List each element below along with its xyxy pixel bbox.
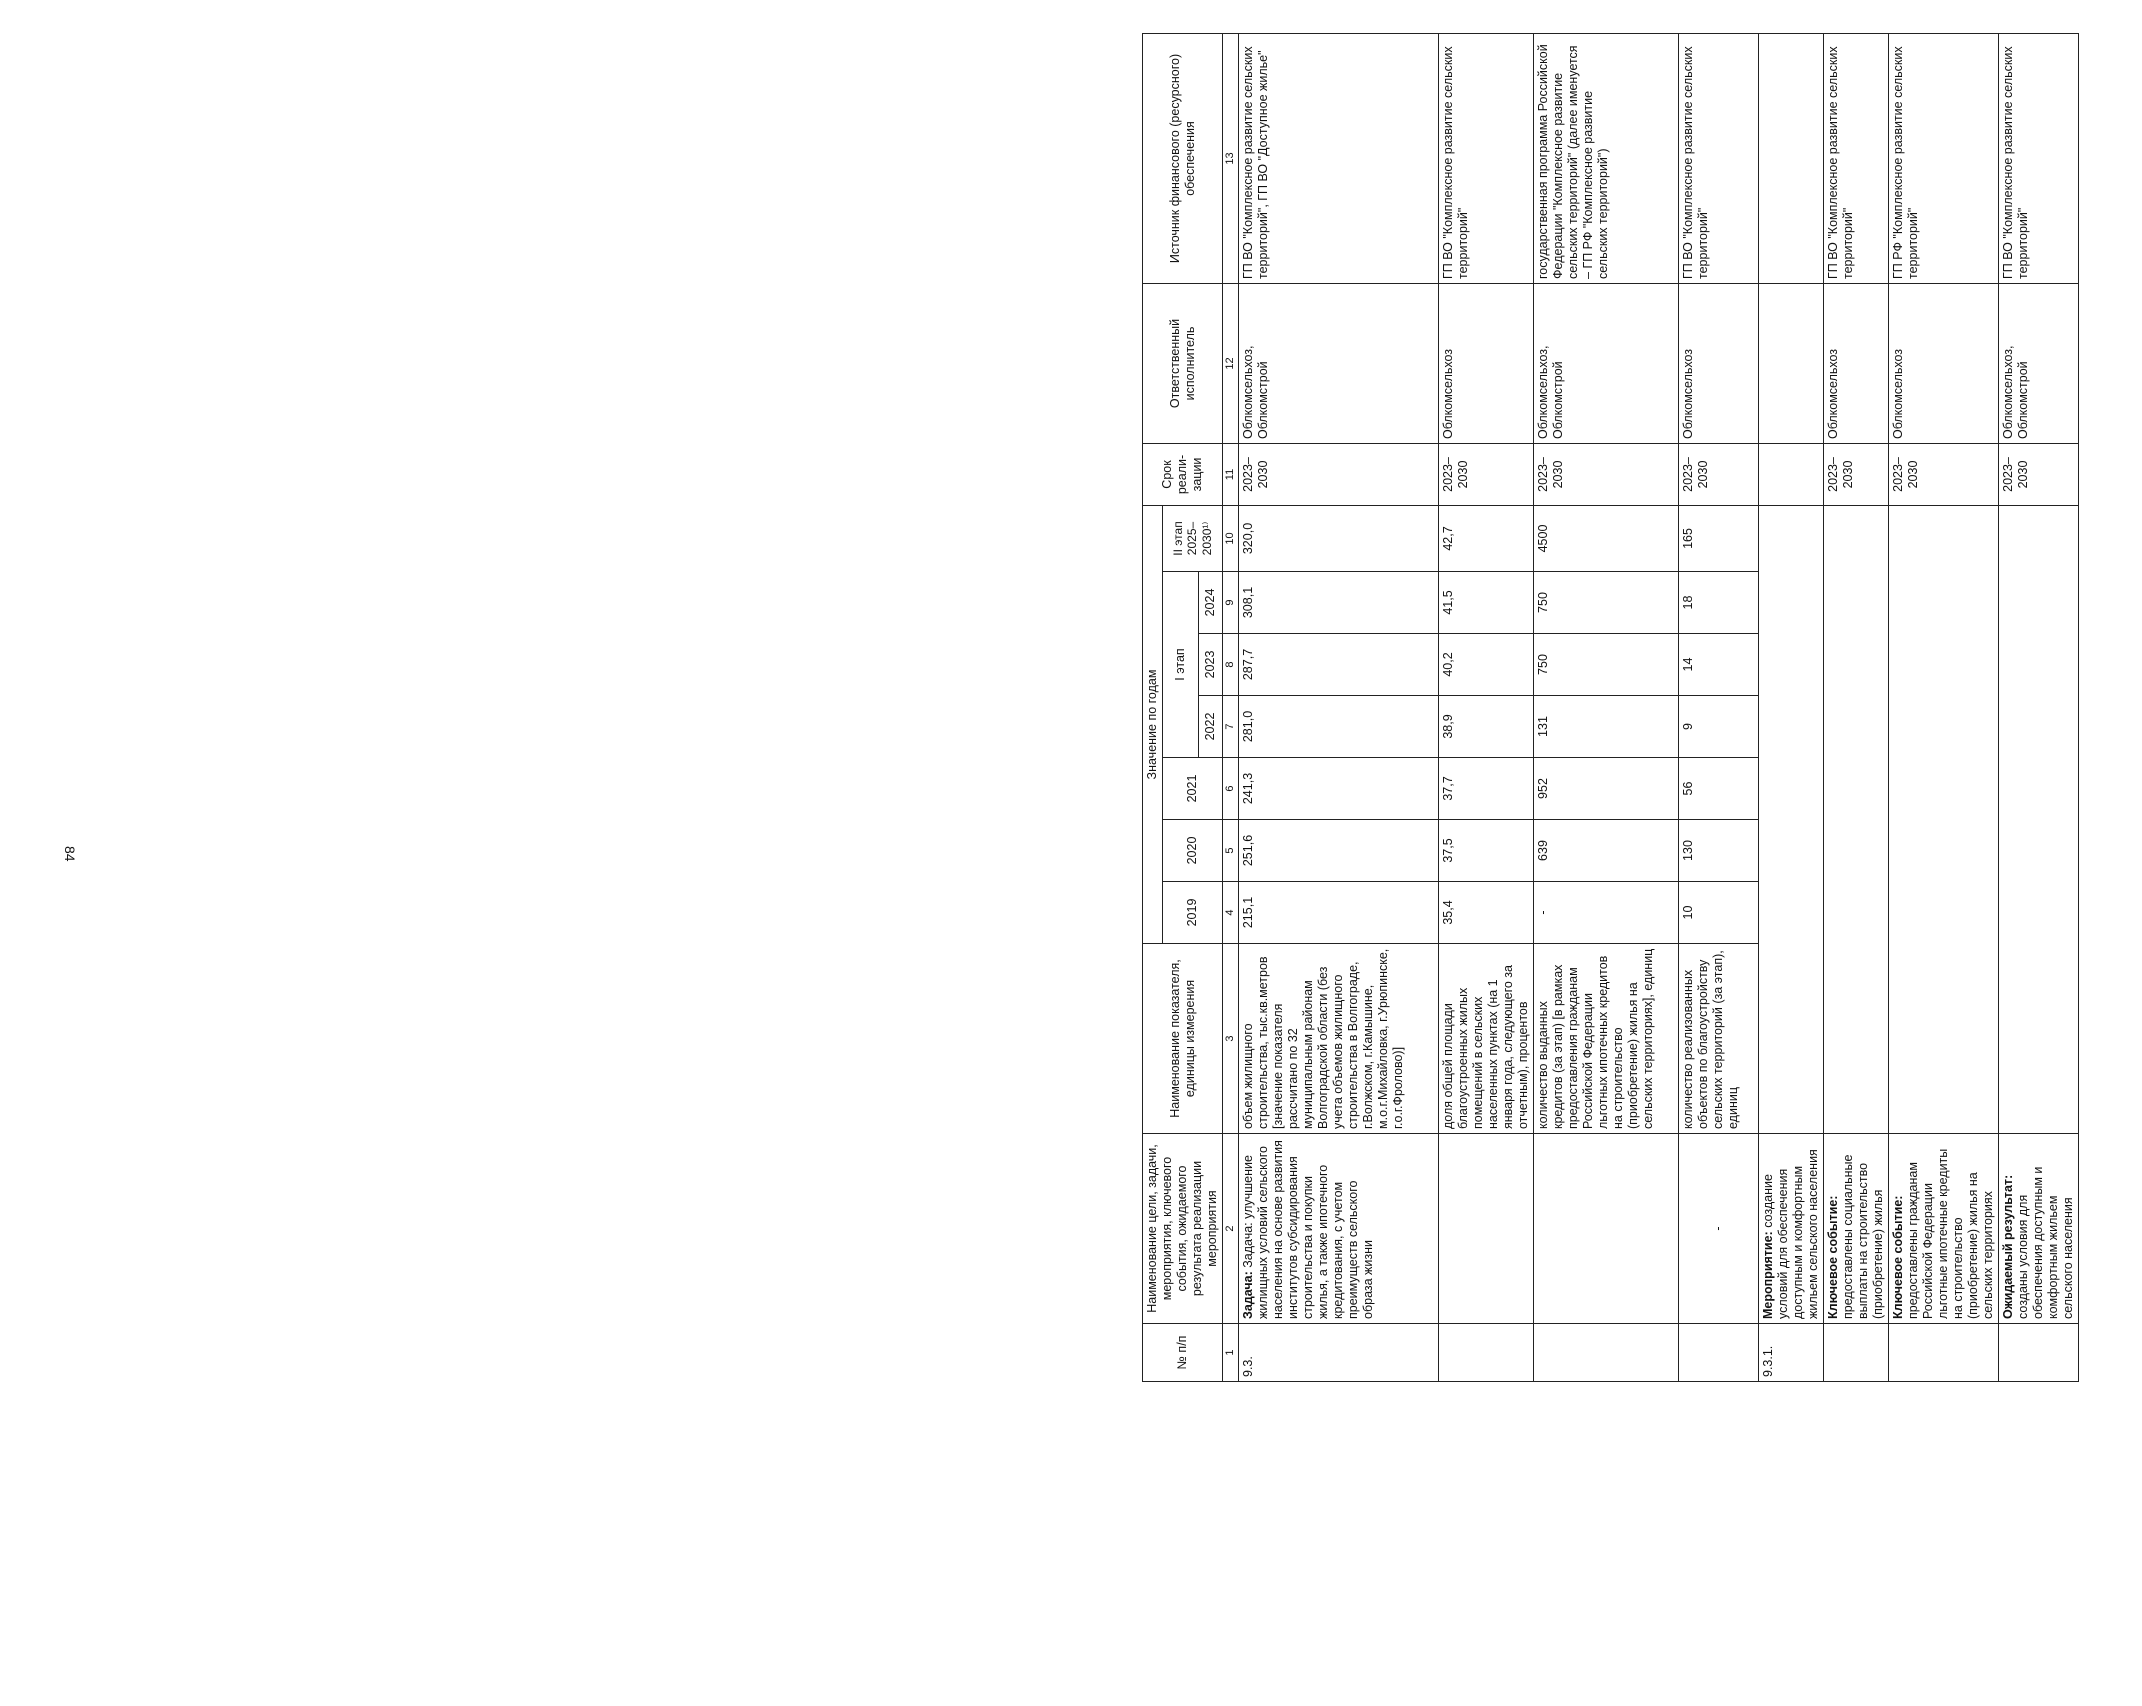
executor: Облкомсельхоз bbox=[1439, 283, 1534, 443]
col-number: 1 bbox=[1223, 1324, 1239, 1382]
col-number: 6 bbox=[1223, 758, 1239, 820]
term: 2023–2030 bbox=[1889, 443, 1999, 505]
value-2022: 281,0 bbox=[1239, 696, 1439, 758]
table-row bbox=[1679, 33, 1759, 1381]
source bbox=[1759, 33, 1824, 283]
header-2022: 2022 bbox=[1198, 696, 1222, 758]
value-2024: 18 bbox=[1679, 572, 1759, 634]
table-row bbox=[1759, 33, 1824, 1381]
col-number: 11 bbox=[1223, 443, 1239, 505]
table-row bbox=[1889, 33, 1999, 1381]
term bbox=[1759, 443, 1824, 505]
header-2021: 2021 bbox=[1163, 758, 1223, 820]
header-term: Срок реали-зации bbox=[1143, 443, 1223, 505]
value-2021: 37,7 bbox=[1439, 758, 1534, 820]
term: 2023–2030 bbox=[1999, 443, 2079, 505]
source: ГП РФ "Комплексное развитие сельских территорий" bbox=[1889, 33, 1999, 283]
col-number: 8 bbox=[1223, 634, 1239, 696]
term: 2023–2030 bbox=[1679, 443, 1759, 505]
indicator: количество выданных кредитов (за этап) [в рамках предоставления гражданам Российской Федерации льготных ипотечных кредитов на строительство (приобретение) жилья на сельских территориях], единиц bbox=[1534, 944, 1679, 1134]
task-text: Задача: улучшение жилищных условий сельского населения на основе развития институтов субсидирования строительства и покупки жилья, а также ипотечного кредитования, с учетом преимуществ сельского образа жизни bbox=[1241, 1140, 1376, 1319]
executor: Облкомсельхоз bbox=[1889, 283, 1999, 443]
executor: Облкомсельхоз, Облкомстрой bbox=[1239, 283, 1439, 443]
event-text: предоставлены социальные выплаты на строительство (приобретение) жилья bbox=[1841, 1154, 1886, 1319]
value-2025-2030: 42,7 bbox=[1439, 505, 1534, 571]
value-2025-2030: 320,0 bbox=[1239, 505, 1439, 571]
header-values-group: Значение по годам bbox=[1143, 505, 1163, 943]
executor: Облкомсельхоз bbox=[1679, 283, 1759, 443]
executor: Облкомсельхоз, Облкомстрой bbox=[1999, 283, 2079, 443]
value-2023: 40,2 bbox=[1439, 634, 1534, 696]
term: 2023–2030 bbox=[1824, 443, 1889, 505]
value-2025-2030: 4500 bbox=[1534, 505, 1679, 571]
col-number: 9 bbox=[1223, 572, 1239, 634]
term: 2023–2030 bbox=[1239, 443, 1439, 505]
measure-label: Мероприятие: bbox=[1761, 1231, 1776, 1319]
source: государственная программа Российской Федерации "Комплексное развитие сельских территорий" (далее именуется – ГП РФ "Комплексное развитие сельских территорий") bbox=[1534, 33, 1679, 283]
program-table-sheet bbox=[1142, 44, 2142, 1382]
col-number: 7 bbox=[1223, 696, 1239, 758]
row-num bbox=[1824, 1324, 1889, 1382]
indicator: количество реализованных объектов по благоустройству сельских территорий (за этап), единиц bbox=[1679, 944, 1759, 1134]
header-2019: 2019 bbox=[1163, 882, 1223, 944]
empty-values bbox=[1889, 505, 1999, 1133]
col-number: 3 bbox=[1223, 944, 1239, 1134]
empty-values bbox=[1824, 505, 1889, 1133]
header-2020: 2020 bbox=[1163, 820, 1223, 882]
value-2021: 241,3 bbox=[1239, 758, 1439, 820]
value-2023: 750 bbox=[1534, 634, 1679, 696]
term: 2023–2030 bbox=[1534, 443, 1679, 505]
result-label: Ожидаемый результат: bbox=[2001, 1174, 2016, 1319]
col-number: 5 bbox=[1223, 820, 1239, 882]
header-2023: 2023 bbox=[1198, 634, 1222, 696]
header-2024: 2024 bbox=[1198, 572, 1222, 634]
value-2025-2030: 165 bbox=[1679, 505, 1759, 571]
task-name: - bbox=[1679, 1134, 1759, 1324]
value-2024: 750 bbox=[1534, 572, 1679, 634]
row-num: 9.3. bbox=[1239, 1324, 1439, 1382]
event-name bbox=[1824, 1134, 1889, 1324]
value-2020: 130 bbox=[1679, 820, 1759, 882]
row-num: 9.3.1. bbox=[1759, 1324, 1824, 1382]
value-2019: 10 bbox=[1679, 882, 1759, 944]
col-number: 4 bbox=[1223, 882, 1239, 944]
value-2022: 131 bbox=[1534, 696, 1679, 758]
executor: Облкомсельхоз bbox=[1824, 283, 1889, 443]
result-text: созданы условия для обеспечения доступным и комфортным жильем сельского населения bbox=[2016, 1166, 2076, 1319]
page-number: 84 bbox=[62, 846, 78, 862]
col-number: 12 bbox=[1223, 283, 1239, 443]
value-2022: 38,9 bbox=[1439, 696, 1534, 758]
header-num: № п/п bbox=[1143, 1324, 1223, 1382]
table-row bbox=[1239, 33, 1439, 1381]
table-row bbox=[1999, 33, 2079, 1381]
indicator: доля общей площади благоустроенных жилых помещений в сельских населенных пунктах (на 1 января года, следующего за отчетным), процентов bbox=[1439, 944, 1534, 1134]
task-name bbox=[1439, 1134, 1534, 1324]
task-name: Задача: Задача: улучшение жилищных условий сельского населения на основе развития институтов субсидирования строительства и покупки жилья, а также ипотечного кредитования, с учетом преимуществ сельского образа жизни bbox=[1239, 1134, 1439, 1324]
row-num bbox=[1679, 1324, 1759, 1382]
value-2022: 9 bbox=[1679, 696, 1759, 758]
table-row bbox=[1824, 33, 1889, 1381]
value-2020: 251,6 bbox=[1239, 820, 1439, 882]
source: ГП ВО "Комплексное развитие сельских территорий" bbox=[1999, 33, 2079, 283]
value-2019: - bbox=[1534, 882, 1679, 944]
event-label: Ключевое событие: bbox=[1826, 1195, 1841, 1319]
header-executor: Ответственный исполнитель bbox=[1143, 283, 1223, 443]
row-num bbox=[1889, 1324, 1999, 1382]
source: ГП ВО "Комплексное развитие сельских территорий" bbox=[1439, 33, 1534, 283]
empty-values bbox=[1999, 505, 2079, 1133]
source: ГП ВО "Комплексное развитие сельских территорий" bbox=[1824, 33, 1889, 283]
col-number: 2 bbox=[1223, 1134, 1239, 1324]
table-row bbox=[1534, 33, 1679, 1381]
header-stage2: II этап 2025–2030¹⁾ bbox=[1163, 505, 1223, 571]
event-label: Ключевое событие: bbox=[1891, 1195, 1906, 1319]
executor bbox=[1759, 283, 1824, 443]
value-2024: 308,1 bbox=[1239, 572, 1439, 634]
value-2020: 639 bbox=[1534, 820, 1679, 882]
term: 2023–2030 bbox=[1439, 443, 1534, 505]
row-num bbox=[1439, 1324, 1534, 1382]
source: ГП ВО "Комплексное развитие сельских территорий", ГП ВО "Доступное жилье" bbox=[1239, 33, 1439, 283]
value-2021: 952 bbox=[1534, 758, 1679, 820]
row-num bbox=[1534, 1324, 1679, 1382]
header-source: Источник финансового (ресурсного) обеспечения bbox=[1143, 33, 1223, 283]
indicator: объем жилищного строительства, тыс.кв.метров [значение показателя рассчитано по 32 муниципальным районам Волгоградской области (без учета объемов жилищного строительства в Волгограде, г.Волжском, г.Камышине, м.о.г.Михайловка, г.Урюпинске, г.о.г.Фролово)] bbox=[1239, 944, 1439, 1134]
task-name bbox=[1534, 1134, 1679, 1324]
measure-name bbox=[1759, 1134, 1824, 1324]
event-name bbox=[1889, 1134, 1999, 1324]
value-2019: 215,1 bbox=[1239, 882, 1439, 944]
value-2020: 37,5 bbox=[1439, 820, 1534, 882]
measure-text: создание условий для обеспечения доступным и комфортным жильем сельского населения bbox=[1761, 1149, 1821, 1319]
header-stage1: I этап bbox=[1163, 572, 1199, 758]
col-number: 10 bbox=[1223, 505, 1239, 571]
value-2019: 35,4 bbox=[1439, 882, 1534, 944]
result-name bbox=[1999, 1134, 2079, 1324]
source: ГП ВО "Комплексное развитие сельских территорий" bbox=[1679, 33, 1759, 283]
table-row bbox=[1439, 33, 1534, 1381]
value-2023: 287,7 bbox=[1239, 634, 1439, 696]
empty-values bbox=[1759, 505, 1824, 1133]
value-2023: 14 bbox=[1679, 634, 1759, 696]
header-name: Наименование цели, задачи, мероприятия, ключевого события, ожидаемого результата реализации мероприятия bbox=[1143, 1134, 1223, 1324]
executor: Облкомсельхоз, Облкомстрой bbox=[1534, 283, 1679, 443]
row-num bbox=[1999, 1324, 2079, 1382]
header-indicator: Наименование показателя, единицы измерения bbox=[1143, 944, 1223, 1134]
col-number: 13 bbox=[1223, 33, 1239, 283]
event-text: предоставлены гражданам Российской Федерации льготные ипотечные кредиты на строительство (приобретение) жилья на сельских территориях bbox=[1906, 1148, 1996, 1319]
value-2021: 56 bbox=[1679, 758, 1759, 820]
value-2024: 41,5 bbox=[1439, 572, 1534, 634]
program-table bbox=[1142, 33, 2079, 1382]
